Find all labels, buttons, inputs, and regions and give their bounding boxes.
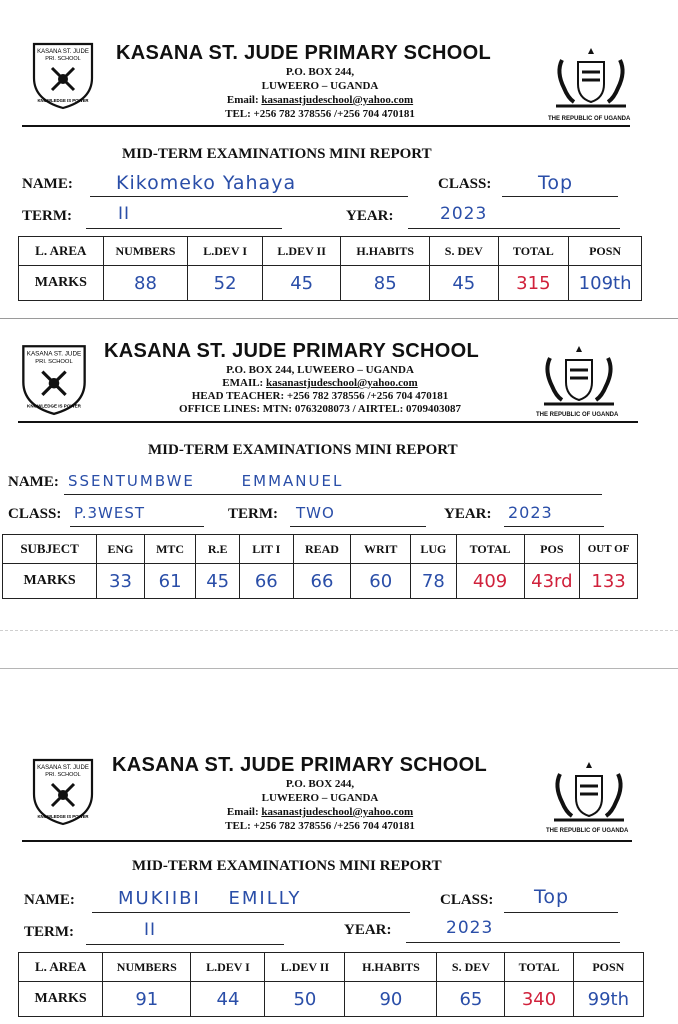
crest-top-text: KASANA ST. JUDE bbox=[37, 49, 89, 55]
email-label: EMAIL: bbox=[222, 377, 266, 389]
table-header: READ bbox=[293, 535, 351, 564]
marks-table bbox=[2, 534, 638, 599]
table-header: NUMBERS bbox=[103, 953, 191, 982]
mark-cell: 45 bbox=[196, 564, 240, 599]
school-name: KASANA ST. JUDE PRIMARY SCHOOL bbox=[104, 340, 479, 362]
cut-line bbox=[0, 668, 678, 669]
term-value: II bbox=[118, 204, 131, 224]
table-header: TOTAL bbox=[498, 237, 569, 266]
header-rule bbox=[22, 125, 630, 127]
report-slip-3 bbox=[0, 712, 678, 1024]
name-value: Kikomeko Yahaya bbox=[116, 172, 297, 194]
table-header: S. DEV bbox=[430, 237, 499, 266]
term-field bbox=[86, 210, 282, 229]
term-label: TERM: bbox=[228, 506, 278, 522]
mark-cell: 65 bbox=[437, 982, 505, 1017]
crest-motto-text: KNOWLEDGE IS POWER bbox=[37, 98, 89, 103]
mark-cell: 91 bbox=[103, 982, 191, 1017]
school-email: kasanastjudeschool@yahoo.com bbox=[261, 94, 414, 106]
term-field bbox=[86, 926, 284, 945]
term-label: TERM: bbox=[22, 208, 72, 224]
report-title: MID-TERM EXAMINATIONS MINI REPORT bbox=[122, 146, 432, 162]
table-header: LUG bbox=[411, 535, 457, 564]
report-title: MID-TERM EXAMINATIONS MINI REPORT bbox=[148, 442, 458, 458]
school-address: P.O. BOX 244, bbox=[285, 778, 355, 790]
name-value: SSENTUMBWE EMMANUEL bbox=[68, 472, 344, 490]
table-header: OUT OF bbox=[580, 535, 638, 564]
uganda-coat-of-arms-icon bbox=[548, 44, 634, 116]
table-row bbox=[19, 982, 644, 1017]
school-tel: TEL: +256 782 378556 /+256 704 470181 bbox=[225, 108, 415, 120]
school-crest-icon bbox=[30, 756, 96, 826]
table-header: POSN bbox=[573, 953, 643, 982]
table-header: L.DEV I bbox=[188, 237, 263, 266]
row-label: MARKS bbox=[19, 982, 103, 1017]
table-header: SUBJECT bbox=[3, 535, 97, 564]
class-value: P.3WEST bbox=[74, 504, 146, 522]
school-crest-icon bbox=[30, 40, 96, 110]
school-tel: TEL: +256 782 378556 /+256 704 470181 bbox=[225, 820, 415, 832]
year-value: 2023 bbox=[440, 204, 488, 224]
crest-motto-text: KNOWLEDGE IS POWER bbox=[27, 403, 81, 409]
term-value: TWO bbox=[296, 504, 335, 522]
table-header: L.DEV I bbox=[191, 953, 265, 982]
table-header: TOTAL bbox=[456, 535, 524, 564]
mark-cell: 90 bbox=[345, 982, 437, 1017]
mark-cell: 85 bbox=[341, 266, 430, 301]
uganda-coat-of-arms-icon bbox=[536, 342, 622, 414]
table-header: LIT I bbox=[239, 535, 293, 564]
crest-motto-text: KNOWLEDGE IS POWER bbox=[37, 814, 89, 819]
mark-cell: 52 bbox=[188, 266, 263, 301]
email-label: Email: bbox=[226, 94, 262, 106]
mark-cell: 61 bbox=[144, 564, 196, 599]
school-email-line bbox=[150, 806, 490, 818]
school-location: LUWEERO – UGANDA bbox=[261, 80, 379, 92]
mark-cell: 78 bbox=[411, 564, 457, 599]
school-name: KASANA ST. JUDE PRIMARY SCHOOL bbox=[116, 42, 491, 64]
header-rule bbox=[22, 840, 632, 842]
table-header-row bbox=[19, 953, 644, 982]
table-header: TOTAL bbox=[505, 953, 573, 982]
mark-cell: 88 bbox=[103, 266, 188, 301]
arms-caption: THE REPUBLIC OF UGANDA bbox=[536, 412, 619, 418]
table-header: H.HABITS bbox=[345, 953, 437, 982]
table-header: L.DEV II bbox=[262, 237, 341, 266]
table-header: H.HABITS bbox=[341, 237, 430, 266]
table-header: L. AREA bbox=[19, 237, 104, 266]
name-label: NAME: bbox=[24, 892, 75, 908]
cut-line bbox=[0, 630, 678, 631]
year-field bbox=[406, 924, 620, 943]
class-label: CLASS: bbox=[440, 892, 494, 908]
school-location: LUWEERO – UGANDA bbox=[261, 792, 379, 804]
position-cell: 109th bbox=[569, 266, 642, 301]
total-cell: 340 bbox=[505, 982, 573, 1017]
year-label: YEAR: bbox=[444, 506, 492, 522]
header-rule bbox=[18, 421, 638, 423]
uganda-coat-of-arms-icon bbox=[546, 758, 632, 830]
mark-cell: 66 bbox=[293, 564, 351, 599]
table-header: POSN bbox=[569, 237, 642, 266]
office-lines: OFFICE LINES: MTN: 0763208073 / AIRTEL: 0709403087 bbox=[179, 403, 461, 415]
report-slip-1 bbox=[0, 0, 678, 315]
class-value: Top bbox=[534, 886, 570, 908]
school-email: kasanastjudeschool@yahoo.com bbox=[261, 806, 414, 818]
class-value: Top bbox=[538, 172, 574, 194]
year-label: YEAR: bbox=[344, 922, 392, 938]
out-of-cell: 133 bbox=[580, 564, 638, 599]
crest-sub-text: PRI. SCHOOL bbox=[45, 56, 81, 62]
row-label: MARKS bbox=[19, 266, 104, 301]
mark-cell: 33 bbox=[97, 564, 145, 599]
crest-sub-text: PRI. SCHOOL bbox=[45, 772, 81, 778]
report-title: MID-TERM EXAMINATIONS MINI REPORT bbox=[132, 858, 442, 874]
position-cell: 43rd bbox=[524, 564, 580, 599]
table-header: L.DEV II bbox=[265, 953, 345, 982]
name-label: NAME: bbox=[22, 176, 73, 192]
name-label: NAME: bbox=[8, 474, 59, 490]
table-header: ENG bbox=[97, 535, 145, 564]
table-header-row bbox=[19, 237, 642, 266]
total-cell: 315 bbox=[498, 266, 569, 301]
cut-line bbox=[0, 318, 678, 319]
mark-cell: 45 bbox=[262, 266, 341, 301]
table-header-row bbox=[3, 535, 638, 564]
term-value: II bbox=[144, 920, 157, 940]
school-name: KASANA ST. JUDE PRIMARY SCHOOL bbox=[112, 754, 487, 776]
arms-caption: THE REPUBLIC OF UGANDA bbox=[546, 828, 629, 834]
position-cell: 99th bbox=[573, 982, 643, 1017]
arms-caption: THE REPUBLIC OF UGANDA bbox=[548, 116, 631, 122]
table-header: MTC bbox=[144, 535, 196, 564]
table-row bbox=[3, 564, 638, 599]
row-label: MARKS bbox=[3, 564, 97, 599]
year-label: YEAR: bbox=[346, 208, 394, 224]
report-slip-2 bbox=[0, 320, 678, 620]
head-teacher-line: HEAD TEACHER: +256 782 378556 /+256 704 470181 bbox=[191, 390, 449, 402]
mark-cell: 44 bbox=[191, 982, 265, 1017]
table-header: POS bbox=[524, 535, 580, 564]
school-address: P.O. BOX 244, bbox=[285, 66, 355, 78]
mark-cell: 45 bbox=[430, 266, 499, 301]
year-value: 2023 bbox=[446, 918, 494, 938]
table-row bbox=[19, 266, 642, 301]
school-email-line bbox=[150, 94, 490, 106]
marks-table bbox=[18, 952, 644, 1017]
table-header: WRIT bbox=[351, 535, 411, 564]
school-email-line bbox=[150, 377, 490, 389]
school-address: P.O. BOX 244, LUWEERO – UGANDA bbox=[226, 364, 414, 376]
name-value: MUKIIBI EMILLY bbox=[118, 888, 302, 909]
email-label: Email: bbox=[226, 806, 262, 818]
table-header: S. DEV bbox=[437, 953, 505, 982]
school-crest-icon bbox=[18, 342, 90, 416]
mark-cell: 66 bbox=[239, 564, 293, 599]
mark-cell: 50 bbox=[265, 982, 345, 1017]
marks-table bbox=[18, 236, 642, 301]
year-value: 2023 bbox=[508, 503, 553, 522]
table-header: R.E bbox=[196, 535, 240, 564]
table-header: L. AREA bbox=[19, 953, 103, 982]
crest-top-text: KASANA ST. JUDE bbox=[26, 350, 82, 358]
crest-top-text: KASANA ST. JUDE bbox=[37, 765, 89, 771]
class-label: CLASS: bbox=[8, 506, 62, 522]
school-email: kasanastjudeschool@yahoo.com bbox=[265, 377, 418, 389]
total-cell: 409 bbox=[456, 564, 524, 599]
crest-sub-text: PRI. SCHOOL bbox=[35, 359, 73, 366]
table-header: NUMBERS bbox=[103, 237, 188, 266]
term-label: TERM: bbox=[24, 924, 74, 940]
mark-cell: 60 bbox=[351, 564, 411, 599]
class-label: CLASS: bbox=[438, 176, 492, 192]
